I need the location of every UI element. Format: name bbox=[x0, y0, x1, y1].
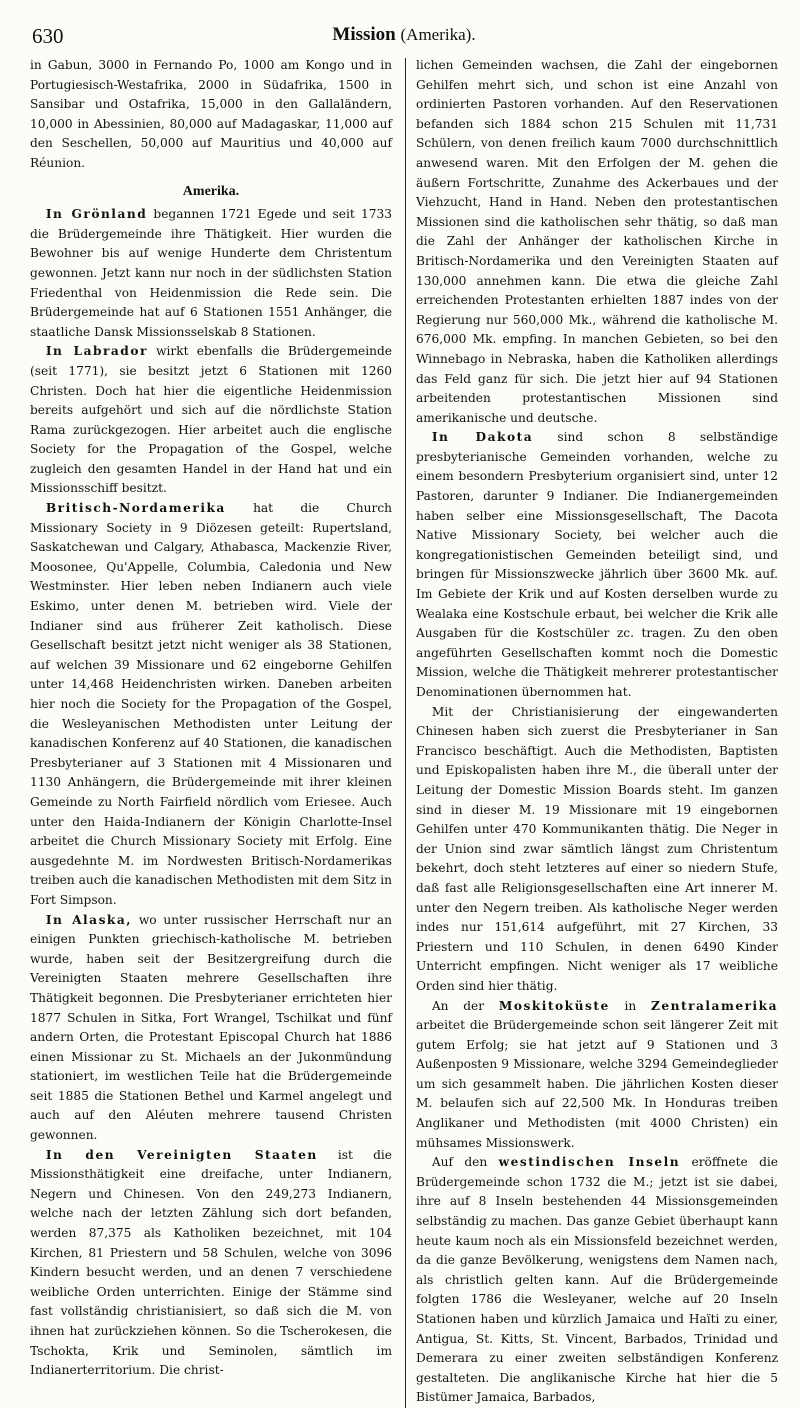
paragraph-labrador bbox=[30, 342, 392, 499]
section-heading-amerika: Amerika. bbox=[182, 183, 240, 199]
keyword-alaska: In Alaska, bbox=[45, 912, 133, 927]
keyword-vereinigte-staaten: In den Vereinigten Staaten bbox=[45, 1147, 318, 1162]
running-title-sub: (Amerika). bbox=[400, 25, 476, 44]
text-columns bbox=[30, 56, 778, 1408]
paragraph-dakota-text: sind schon 8 selbständige presbyterianische Gemeinden vorhanden, welche zu einem besondern Presbyterium organisiert sind, unter 12 Pastoren, darunter 9 Indianer. Die Indianergemeinden haben selber eine Missionsgesellschaft, The Dacota Native Missionary Society, bei welcher auch die kongregationistischen Gemeinden beteiligt sind, und bringen für Missionszwecke jährlich über 3600 Mk. auf. Im Gebiete der Krik und auf Kosten derselben wurde zu Wealaka eine Kostschule erbaut, bei welcher die Krik alle Ausgaben für die Kostschüler zc. tragen. Zu den oben angeführten Gesellschaften kommt noch die Domestic Mission, welche die Thätigkeit mehrerer protestantischer Denominationen übernommen hat. bbox=[416, 430, 778, 699]
running-title-main: Mission bbox=[332, 24, 396, 45]
paragraph-indianer-continued: lichen Gemeinden wachsen, die Zahl der eingebornen Gehilfen mehrt sich, und schon ist eine Anzahl von ordinierten Pastoren vorhanden. Auf den Reservationen befanden sich 1884 schon 215 Schulen mit 11,731 Schülern, von denen freilich kaum 7000 durchschnittlich anwesend waren. Mit den Erfolgen der M. gehen die äußern Fortschritte, Zunahme des Ackerbaues und der Viehzucht, Hand in Hand. Neben den protestantischen Missionen sind die katholischen sehr thätig, so daß man die Zahl der Anhänger der katholischen Kirche in Britisch-Nordamerika und den Vereinigten Staaten auf 130,000 annehmen kann. Die etwa die gleiche Zahl erreichenden Protestanten erhielten 1887 indes von der Regierung nur 560,000 Mk., während die katholische M. 676,000 Mk. empfing. In manchen Gebieten, so bei den Winnebago in Nebraska, haben die Katholiken allerdings das Feld ganz für sich. Die jetzt hier auf 94 Stationen arbeitenden protestantischen Missionen sind amerikanische und deutsche. bbox=[416, 58, 778, 425]
keyword-britisch-nordamerika: Britisch-Nordamerika bbox=[45, 501, 226, 516]
paragraph-zentralamerika bbox=[416, 997, 778, 1154]
keyword-groenland: In Grönland bbox=[45, 207, 148, 222]
left-column bbox=[30, 56, 392, 1408]
paragraph-britisch-nordamerika-text: hat die Church Missionary Society in 9 Diözesen geteilt: Rupertsland, Saskatchewan und Calgary, Athabasca, Mackenzie River, Moosonee, Qu'Appelle, Columbia, Caledonia und New Westminster. Hier leben neben Indianern auch viele Eskimo, unter denen M. betrieben wird. Viele der Indianer sind aus früherer Zeit katholisch. Diese Gesellschaft besitzt jetzt nicht weniger als 38 Stationen, auf welchen 39 Missionare und 62 eingeborne Gehilfen unter 14,468 Heidenchristen wirken. Daneben arbeiten hier noch die Society for the Propagation of the Gospel, die Wesleyanischen Methodisten unter Leitung der kanadischen Konferenz auf 40 Stationen, die kanadischen Presbyterianer auf 3 Stationen mit 4 Missionaren und 1130 Anhängern, die Brüdergemeinde mit ihrer kleinen Gemeinde zu North Fairfield nördlich vom Eriesee. Auch unter den Haida-Indianern der Königin Charlotte-Insel arbeitet die Church Missionary Society mit Erfolg. Eine ausgedehnte M. im Nordwesten Britisch-Nordamerikas treiben auch die kanadischen Methodisten mit dem Sitz in Fort Simpson. bbox=[30, 501, 392, 907]
paragraph-zentralamerika-pre: An der bbox=[431, 998, 499, 1013]
paragraph-groenland-text: begannen 1721 Egede und seit 1733 die Brüdergemeinde ihre Thätigkeit. Hier wurden die Bewohner bis auf wenige Hunderte dem Christentum gewonnen. Jetzt kann nur noch in der südlichsten Station Friedenthal von Heidenmission die Rede sein. Die Brüdergemeinde hat auf 6 Stationen 1551 Anhänger, die staatliche Dansk Missionsselskab 8 Stationen. bbox=[30, 207, 392, 339]
paragraph-westindien-text: eröffnete die Brüdergemeinde schon 1732 die M.; jetzt ist sie dabei, ihre auf 8 Inseln bestehenden 44 Missionsgemeinden selbständig zu machen. Das ganze Gebiet überhaupt kann heute kaum noch als ein Missionsfeld bezeichnet werden, da die ganze Bevölkerung, wenigstens dem Namen nach, als christlich gelten kann. Auf die Brüdergemeinde folgten 1786 die Wesleyaner, welche auf 20 Inseln Stationen haben und kürzlich Jamaica und Haïti zu einer, Antigua, St. Kitts, St. Vincent, Barbados, Trinidad und Demerara zu einer zweiten selbständigen Konferenz gestalteten. Die anglikanische Kirche hat hier die 5 Bistümer Jamaica, Barbados, bbox=[416, 1155, 778, 1405]
paragraph-vereinigte-staaten bbox=[30, 1146, 392, 1381]
running-title bbox=[30, 24, 778, 46]
paragraph-africa-continued: in Gabun, 3000 in Fernando Po, 1000 am Kongo und in Portugiesisch-Westafrika, 2000 in Südafrika, 1500 in Sansibar und Ostafrika, 15,000 in den Gallaländern, 10,000 in Abessinien, 80,000 auf Madagaskar, 11,000 auf den Seschellen, 50,000 auf Mauritius und 40,000 auf Réunion. bbox=[30, 58, 392, 170]
paragraph-alaska-text: wo unter russischer Herrschaft nur an einigen Punkten griechisch-katholische M. betrieben wurde, haben seit der Besitzergreifung durch die Vereinigten Staaten mehrere Gesellschaften ihre Thätigkeit begonnen. Die Presbyterianer errichteten hier 1877 Schulen in Sitka, Fort Wrangel, Tschilkat und fünf andern Orten, die Protestant Episcopal Church hat 1886 einen Missionar zu St. Michaels an der Jukonmündung stationiert, im westlichen Teile hat die Brüdergemeinde seit 1885 die Stationen Bethel und Karmel angelegt und auch auf den Aléuten mehrere tausend Christen gewonnen. bbox=[30, 912, 393, 1143]
keyword-moskitokueste: Moskitoküste bbox=[498, 998, 610, 1013]
paragraph-zentralamerika-mid: in bbox=[609, 998, 651, 1013]
keyword-zentralamerika: Zentralamerika bbox=[650, 998, 778, 1013]
paragraph-vereinigte-staaten-text: ist die Missionsthätigkeit eine dreifache, unter Indianern, Negern und Chinesen. Von den 249,273 Indianern, welche nach der letzten Zählung sich dort befanden, werden 87,375 als Katholiken bezeichnet, mit 104 Kirchen, 81 Priestern und 58 Schulen, welche von 3096 Kindern besucht werden, und an denen 7 verschiedene weibliche Orden unterrichten. Einige der Stämme sind fast vollständig christianisiert, so daß sich die M. von ihnen hat zurückziehen können. So die Tscherokesen, die Tschokta, Krik und Seminolen, sämtlich im Indianerterritorium. Die christ- bbox=[30, 1147, 392, 1378]
paragraph-dakota bbox=[416, 428, 778, 702]
keyword-westindische-inseln: westindischen Inseln bbox=[498, 1155, 681, 1170]
page-number: 630 bbox=[32, 24, 64, 48]
page-header bbox=[30, 22, 778, 52]
keyword-labrador: In Labrador bbox=[45, 344, 148, 359]
paragraph-chinesen: Mit der Christianisierung der eingewanderten Chinesen haben sich zuerst die Presbyterianer in San Francisco beschäftigt. Auch die Methodisten, Baptisten und Episkopalisten haben ihre M., die überall unter der Leitung der Domestic Mission Boards steht. Im ganzen sind in dieser M. 19 Missionare mit 19 eingebornen Gehilfen unter 470 Kommunikanten thätig. Die Neger in der Union sind zwar sämtlich längst zum Christentum bekehrt, doch steht letzteres auf einer so niedern Stufe, daß fast alle Religionsgesellschaften eine Art innerer M. unter den Negern treiben. Als katholische Neger werden indes nur 151,614 aufgeführt, mit 27 Kirchen, 33 Priestern und 110 Schulen, in denen 6490 Kinder Unterricht empfingen. Nicht weniger als 17 weibliche Orden sind hier thätig. bbox=[416, 704, 778, 993]
paragraph-zentralamerika-text: arbeitet die Brüdergemeinde schon seit längerer Zeit mit gutem Erfolg; sie hat jetzt auf 9 Stationen und 3 Außenposten 9 Missionare, welche 3294 Gemeindeglieder um sich gesammelt haben. Die jährlichen Kosten dieser M. belaufen sich auf 22,500 Mk. In Honduras treiben Anglikaner und Methodisten (mit 4000 Christen) ein mühsames Missionswerk. bbox=[416, 1018, 778, 1150]
column-divider bbox=[405, 58, 406, 1408]
paragraph-groenland bbox=[30, 205, 392, 342]
paragraph-britisch-nordamerika bbox=[30, 499, 392, 910]
paragraph-westindien bbox=[416, 1153, 778, 1408]
paragraph-labrador-text: wirkt ebenfalls die Brüdergemeinde (seit 1771), sie besitzt jetzt 6 Stationen mit 1260 Christen. Doch hat hier die eigentliche Heidenmission bereits aufgehört und sich auf die nördlichste Station Rama zurückgezogen. Hier arbeitet auch die englische Society for the Propagation of the Gospel, welche zugleich den gesamten Handel in der Hand hat und ein Missionsschiff besitzt. bbox=[30, 344, 392, 496]
right-column bbox=[416, 56, 778, 1408]
keyword-dakota: In Dakota bbox=[431, 430, 534, 445]
paragraph-westindien-pre: Auf den bbox=[431, 1155, 499, 1170]
paragraph-alaska bbox=[30, 911, 392, 1146]
